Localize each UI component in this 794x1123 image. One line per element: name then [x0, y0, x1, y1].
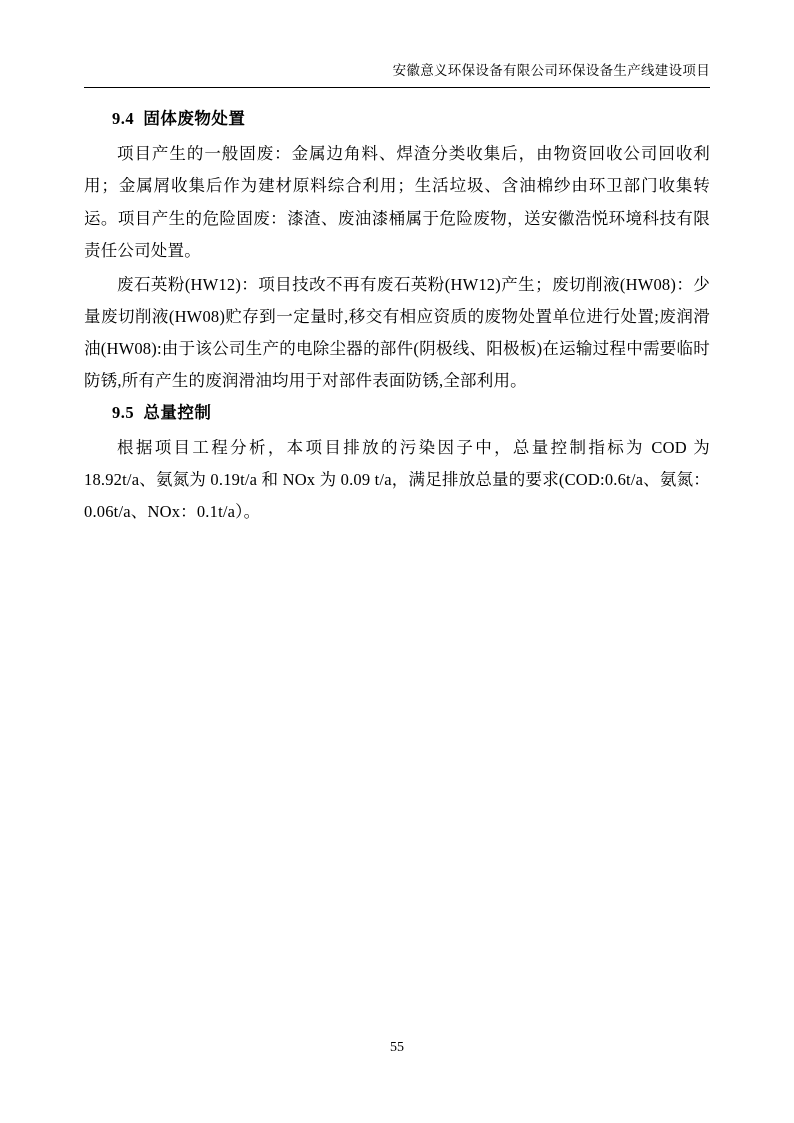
section-title-9-5: 总量控制 [143, 402, 212, 422]
body-text-area [84, 88, 710, 529]
section-heading-9-4 [84, 106, 710, 132]
section-heading-9-5 [84, 400, 710, 426]
section-number-9-5: 9.5 [112, 402, 135, 422]
running-header: 安徽意义环保设备有限公司环保设备生产线建设项目 [84, 62, 710, 88]
section-number-9-4: 9.4 [112, 108, 135, 128]
paragraph-9-4-2: 废石英粉(HW12)：项目技改不再有废石英粉(HW12)产生；废切削液(HW08)：少量废切削液(HW08)贮存到一定量时,移交有相应资质的废物处置单位进行处置;废润滑油(HW08):由于该公司生产的电除尘器的部件(阴极线、阳极板)在运输过程中需要临时防锈,所有产生的废润滑油均用于对部件表面防锈,全部利用。 [84, 274, 710, 391]
page-number: 55 [390, 1040, 404, 1055]
page-content [84, 62, 710, 531]
paragraph-9-5-1: 根据项目工程分析，本项目排放的污染因子中，总量控制指标为 COD 为 18.92t/a、氨氮为 0.19t/a 和 NOx 为 0.09 t/a，满足排放总量的要求(COD:0.6t/a、氨氮：0.06t/a、NOx：0.1t/a）。 [84, 438, 710, 522]
paragraph-9-4-1: 项目产生的一般固废：金属边角料、焊渣分类收集后，由物资回收公司回收利用；金属屑收集后作为建材原料综合利用；生活垃圾、含油棉纱由环卫部门收集转运。项目产生的危险固废：漆渣、废油漆桶属于危险废物，送安徽浩悦环境科技有限责任公司处置。 [84, 144, 710, 260]
section-title-9-4: 固体废物处置 [143, 108, 246, 128]
